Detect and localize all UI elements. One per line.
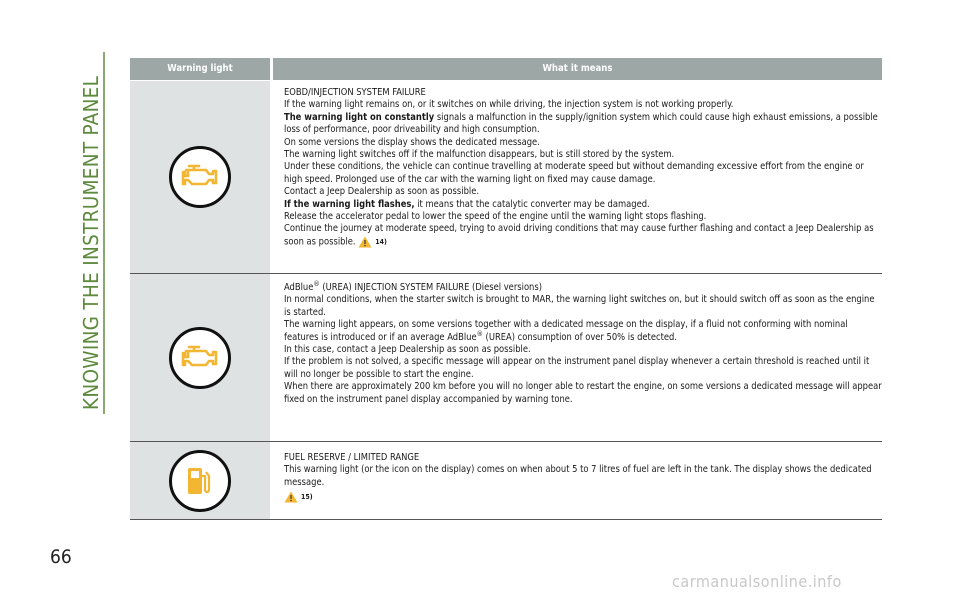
line-part: (UREA) consumption of over 50% is detected.	[482, 331, 677, 343]
description-line	[284, 319, 882, 344]
description-line: The warning light switches off if the malfunction disappears, but is still stored by the system.	[284, 149, 675, 161]
side-title-text: KNOWING THE INSTRUMENT PANEL	[79, 75, 103, 410]
side-title	[76, 75, 106, 410]
engine-check-icon	[180, 162, 220, 192]
last-line: Continue the journey at moderate speed, trying to avoid driving conditions that may cause further flashing and contact a Jeep Dealership as soon as possible.	[284, 223, 874, 248]
description-line: When there are approximately 200 km before you will no longer able to restart the engine, on some versions a dedicated message will appear fixed on the instrument panel display accompanied by warning tone.	[284, 381, 882, 405]
engine-check-icon	[180, 343, 220, 373]
title-part: AdBlue	[284, 282, 314, 293]
description-line	[284, 223, 882, 249]
page-number: 66	[50, 546, 72, 568]
warning-note	[358, 236, 387, 248]
side-divider	[103, 52, 105, 414]
description-line	[284, 199, 882, 211]
header-warning-light: Warning light	[130, 58, 270, 80]
watermark: carmanualsonline.info	[672, 572, 842, 591]
bold-rest: it means that the catalytic converter may be damaged.	[414, 198, 650, 210]
description-line: In normal conditions, when the starter switch is brought to MAR, the warning light switches on, but it should switch off as soon as the engine is started.	[284, 294, 875, 318]
description-cell	[270, 81, 882, 273]
table-row	[130, 81, 882, 274]
note-reference: 15)	[301, 493, 313, 502]
engine-check-lamp	[169, 327, 231, 389]
description-line: Contact a Jeep Dealership as soon as possible.	[284, 186, 480, 198]
description-line: This warning light (or the icon on the display) comes on when about 5 to 7 litres of fuel are left in the tank. The display shows the dedicated message.	[284, 464, 872, 488]
bold-rest: signals a malfunction in the supply/ignition system which could cause high exhaust emissions, a possible loss of performance, poor driveability and high consumption.	[284, 111, 878, 136]
title-part: (UREA) INJECTION SYSTEM FAILURE (Diesel versions)	[319, 282, 542, 293]
table-header	[130, 58, 882, 80]
description-line: Under these conditions, the vehicle can continue travelling at moderate speed but without demanding excessive effort from the engine or high speed. Prolonged use of the car with the warning light on fixed may cause damage.	[284, 161, 864, 185]
description-line	[284, 112, 882, 137]
description-cell	[270, 442, 882, 519]
warning-triangle-icon	[284, 491, 298, 503]
warning-lights-table	[130, 81, 882, 520]
header-what-it-means: What it means	[273, 58, 882, 80]
icon-cell	[130, 81, 270, 273]
engine-check-lamp	[169, 146, 231, 208]
description-line: If the problem is not solved, a specific message will appear on the instrument panel display whenever a certain threshold is reached until it will no longer be possible to start the engine.	[284, 356, 870, 380]
registered-mark: ®	[476, 329, 483, 338]
description-cell	[270, 274, 882, 441]
bold-lead: If the warning light flashes,	[284, 198, 415, 210]
note-reference: 14)	[375, 237, 387, 246]
line-part: The warning light appears, on some versions together with a dedicated message on the display, if a fluid not conforming with nominal features is introduced or if an average AdBlue	[284, 319, 848, 343]
icon-cell	[130, 442, 270, 519]
table-row	[130, 442, 882, 520]
fuel-reserve-lamp	[169, 450, 231, 512]
description-line	[284, 491, 882, 504]
description-line: On some versions the display shows the dedicated message.	[284, 136, 540, 148]
description-title	[284, 279, 882, 294]
description-line: Release the accelerator pedal to lower the speed of the engine until the warning light stops flashing.	[284, 211, 707, 223]
description-line: EOBD/INJECTION SYSTEM FAILURE	[284, 87, 426, 98]
fuel-pump-icon	[185, 464, 215, 498]
icon-cell	[130, 274, 270, 441]
table-row	[130, 274, 882, 442]
description-title: FUEL RESERVE / LIMITED RANGE	[284, 452, 420, 463]
bold-lead: The warning light on constantly	[284, 111, 435, 123]
warning-note	[284, 491, 313, 503]
registered-mark: ®	[313, 279, 320, 288]
description-line: If the warning light remains on, or it switches on while driving, the injection system is not working properly.	[284, 99, 734, 111]
warning-triangle-icon	[358, 236, 372, 248]
description-line: In this case, contact a Jeep Dealership as soon as possible.	[284, 344, 531, 356]
